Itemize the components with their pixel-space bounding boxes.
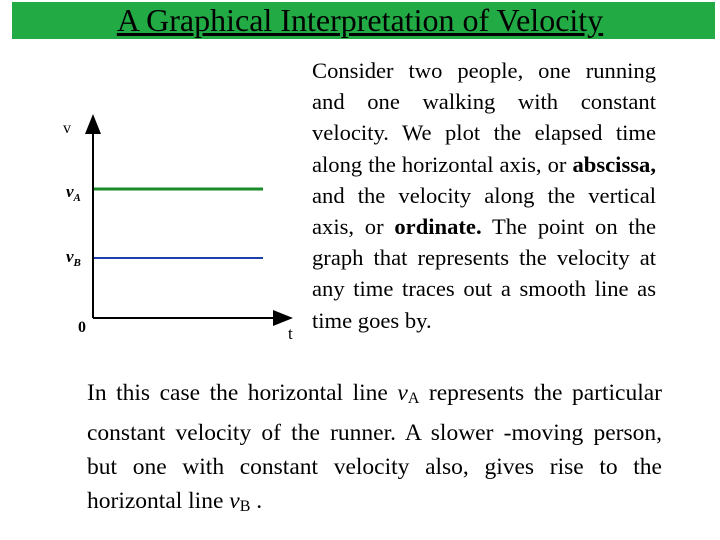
paragraph-part2: represents the particular constant velocity of the runner. A slower -moving person, but one with constant velocity also, gives rise to the horizontal line: [87, 380, 662, 514]
x-axis-label: t: [288, 324, 293, 343]
description-text: [312, 55, 656, 336]
term-ordinate: ordinate.: [394, 214, 482, 240]
label-vb: $v_B$: [66, 247, 81, 269]
symbol-vb: v: [229, 488, 240, 514]
term-abscissa: abscissa,: [572, 151, 656, 177]
label-va: $v_A$: [66, 182, 81, 204]
symbol-va: v: [397, 380, 408, 406]
title-bar: [0, 0, 720, 40]
paragraph-part1: In this case the horizontal line: [87, 380, 398, 406]
description-part1: Consider two people, one running and one walking with constant velocity. We plot the elapsed time along the horizontal axis, or: [312, 58, 656, 177]
slide-title: A Graphical Interpretation of Velocity: [116, 2, 604, 38]
origin-label: 0: [78, 319, 86, 336]
paragraph-part3: .: [250, 488, 263, 514]
velocity-graph: [0, 100, 310, 350]
symbol-vb-subscript: B: [239, 498, 251, 515]
symbol-va-subscript: A: [407, 390, 420, 407]
description-part2: and the velocity along the vertical axis, or: [312, 182, 656, 240]
description-part3: The point on the graph that represents the velocity at any time traces out a smooth line as time goes by.: [312, 214, 656, 333]
explanation-paragraph: [87, 376, 662, 524]
y-axis-label: v: [63, 120, 71, 137]
